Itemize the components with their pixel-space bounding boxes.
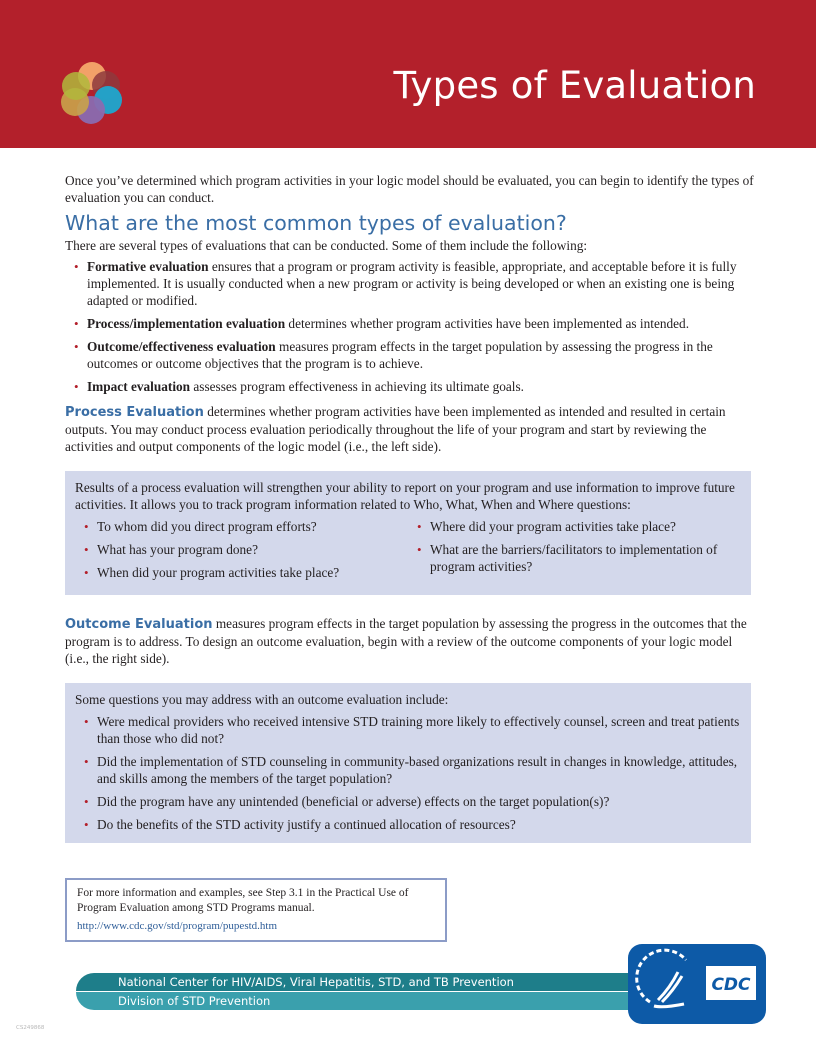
outcome-evaluation-paragraph: Outcome Evaluation measures program effects in the target population by assessing the progress in the outcomes that the program is to address. To design an outcome evaluation, begin with a review of the outcome components of your logic model (i.e., the right side). [65,616,747,666]
box-lead: Some questions you may address with an outcome evaluation include: [75,692,449,707]
list-item: • Where did your program activities take place? [408,518,741,535]
list-item: • Impact evaluation assesses program effectiveness in achieving its ultimate goals. [65,378,757,395]
hhs-eagle-icon [628,944,766,1024]
intro-paragraph: Once you’ve determined which program activities in your logic model should be evaluated, you can begin to identify the types of evaluation you can conduct. [65,173,754,205]
term: Outcome/effectiveness evaluation [87,339,276,354]
list-item: • What has your program done? [75,541,408,558]
more-info-text: For more information and examples, see Step 3.1 in the Practical Use of Program Evaluation among STD Programs manual. [77,887,409,914]
list-item: • Process/implementation evaluation determines whether program activities have been implemented as intended. [65,315,757,332]
title-banner [0,0,816,148]
outcome-questions-box [65,683,751,843]
section-heading: What are the most common types of evaluation? [65,211,567,235]
footer-division-bar [76,992,636,1010]
more-info-box [65,878,447,942]
list-item: • Formative evaluation ensures that a program or program activity is feasible, appropriate, and acceptable before it is fully implemented. It is usually conducted when a new program or activity is being developed or when an existing one is being adapted or modified. [65,258,757,309]
footer-division-name: Division of STD Prevention [118,994,271,1008]
main-content [65,172,757,843]
process-evaluation-term: Process Evaluation [65,405,204,420]
term: Process/implementation evaluation [87,316,286,331]
page-title: Types of Evaluation [393,64,756,107]
term: Impact evaluation [87,379,191,394]
right-questions-list [408,518,741,587]
list-item: • Were medical providers who received intensive STD training more likely to effectively counsel, screen and treat patients than those who did not? [75,713,741,747]
list-item: • Outcome/effectiveness evaluation measures program effects in the target population by assessing the progress in the outcomes or outcome objectives that the program is to achieve. [65,338,757,372]
list-item: • Did the program have any unintended (beneficial or adverse) effects on the target population(s)? [75,793,741,810]
list-item: • To whom did you direct program efforts? [75,518,408,535]
process-questions-box [65,471,751,595]
list-item: • When did your program activities take place? [75,564,408,581]
footer-center-name: National Center for HIV/AIDS, Viral Hepatitis, STD, and TB Prevention [118,975,514,989]
cdc-logo-text: CDC [711,975,751,995]
box-lead: Results of a process evaluation will strengthen your ability to report on your program and use information to improve future activities. It allows you to track program information related to Who, What, When and Where questions: [75,480,735,512]
footer-center-bar [76,973,636,991]
list-item: • Do the benefits of the STD activity justify a continued allocation of resources? [75,816,741,833]
evaluation-types-list [65,258,757,395]
hhs-cdc-logo [628,944,766,1024]
more-info-link[interactable]: http://www.cdc.gov/std/program/pupestd.htm [77,920,278,932]
document-code: CS249868 [16,1025,45,1031]
outcome-questions-list [75,713,741,833]
program-logo-icon [52,50,132,130]
process-evaluation-paragraph: Process Evaluation determines whether program activities have been implemented as intended and resulted in certain outputs. You may conduct process evaluation periodically throughout the life of your program and start by reviewing the activities and output components of the logic model (i.e., the left side). [65,404,726,454]
list-item: • Did the implementation of STD counseling in community-based organizations result in changes in knowledge, attitudes, and skills among the members of the target population? [75,753,741,787]
term: Formative evaluation [87,259,209,274]
outcome-evaluation-term: Outcome Evaluation [65,617,213,632]
section-lead: There are several types of evaluations that can be conducted. Some of them include the following: [65,238,588,253]
left-questions-list [75,518,408,587]
list-item: • What are the barriers/facilitators to implementation of program activities? [408,541,741,575]
